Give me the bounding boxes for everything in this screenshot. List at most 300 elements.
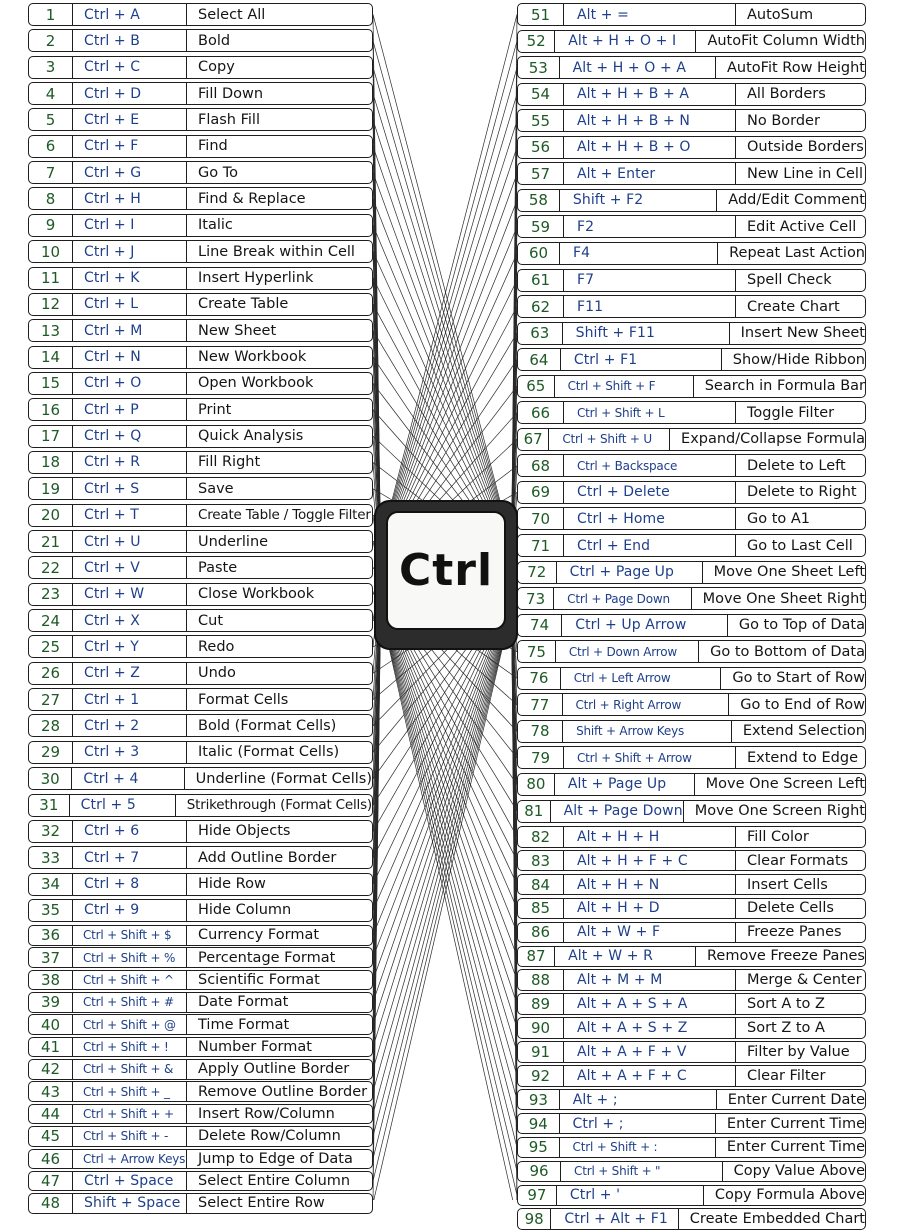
shortcut-keys: Ctrl + P [73,399,187,420]
shortcut-number: 76 [518,668,561,689]
shortcut-row [517,162,866,185]
shortcut-keys: Shift + F11 [563,323,730,344]
shortcut-action: Scientific Format [198,971,320,988]
shortcut-number: 98 [518,1209,551,1229]
shortcut-keys: F2 [564,216,736,237]
shortcut-keys: Ctrl + V [73,557,187,578]
shortcut-keys: F4 [560,243,718,264]
shortcut-action: Spell Check [747,272,832,288]
ctrl-keycap [386,511,506,630]
shortcut-number: 31 [29,795,70,816]
shortcut-keys: Ctrl + Shift + ! [73,1038,187,1057]
shortcut-number: 58 [518,190,560,211]
shortcut-action: Move One Sheet Left [713,564,865,581]
shortcut-keys: Ctrl + Z [73,663,187,684]
shortcut-action: Create Table / Toggle Filter [198,507,371,524]
shortcut-action: Go To [198,164,238,181]
shortcut-row [517,969,866,991]
shortcut-number: 11 [29,268,73,289]
shortcut-row [517,1089,866,1111]
shortcut-keys: Ctrl + G [73,162,187,183]
shortcut-row [517,295,866,318]
shortcut-keys: Ctrl + Left Arrow [561,668,722,689]
shortcut-action: Go to Start of Row [732,670,865,687]
shortcut-action: Jump to Edge of Data [198,1150,353,1167]
shortcut-number: 89 [518,994,564,1014]
shortcut-number: 51 [518,4,564,25]
shortcut-action: Close Workbook [198,586,315,603]
shortcut-keys: Ctrl + Alt + F1 [551,1209,678,1229]
shortcut-keys: Ctrl + U [73,531,187,552]
shortcut-keys: Ctrl + J [73,241,187,262]
shortcut-action: Select Entire Column [198,1173,351,1190]
shortcut-number: 69 [518,482,564,503]
shortcut-row [517,3,866,26]
shortcut-action: Create Embedded Chart [689,1211,865,1228]
shortcut-action: Fill Color [747,828,809,845]
shortcut-keys: Alt + W + R [555,947,696,967]
shortcut-row [517,667,866,690]
shortcut-row [517,614,866,637]
shortcut-keys: Ctrl + H [73,188,187,209]
shortcut-action: Clear Formats [747,852,849,869]
shortcut-number: 32 [29,821,73,842]
shortcut-keys: Ctrl + Shift + % [73,948,187,967]
shortcut-keys: Ctrl + D [73,83,187,104]
shortcut-number: 87 [518,947,555,967]
shortcut-number: 9 [29,215,73,236]
shortcut-row [517,1065,866,1087]
shortcut-row [517,56,866,79]
shortcut-row [517,1137,866,1159]
shortcut-keys: Ctrl + Down Arrow [556,641,699,662]
shortcut-row [517,30,866,53]
shortcut-number: 47 [29,1172,73,1191]
shortcut-action: All Borders [747,86,826,103]
shortcut-row [517,322,866,345]
shortcut-row [517,1208,866,1230]
shortcut-number: 15 [29,373,73,394]
shortcut-action: Search in Formula Bar [704,378,865,395]
shortcut-row [517,136,866,159]
shortcut-row [517,428,866,451]
shortcut-keys: Ctrl + Shift + Arrow [564,747,736,768]
shortcut-action: Undo [198,665,236,682]
shortcut-action: New Sheet [198,322,277,339]
shortcut-number: 30 [29,768,72,789]
shortcut-number: 65 [518,376,555,397]
shortcut-action: Enter Current Time [726,1139,865,1156]
shortcut-number: 66 [518,402,564,423]
shortcut-number: 84 [518,875,564,895]
shortcut-action: New Workbook [198,349,307,366]
shortcut-number: 25 [29,636,73,657]
shortcut-number: 60 [518,243,560,264]
shortcut-action: Expand/Collapse Formula [681,431,865,448]
shortcut-keys: Ctrl + Backspace [564,455,736,476]
shortcut-keys: Ctrl + Page Up [557,562,703,583]
shortcut-action: Filter by Value [747,1043,850,1060]
shortcut-number: 41 [29,1038,73,1057]
shortcut-number: 52 [518,31,555,52]
shortcut-number: 62 [518,296,564,317]
shortcut-keys: Ctrl + Shift + ^ [73,971,187,990]
shortcut-action: AutoFit Column Width [707,33,865,50]
shortcut-row [517,874,866,896]
shortcut-row [517,242,866,265]
shortcut-row [517,534,866,557]
shortcut-number: 77 [518,694,563,715]
shortcut-keys: Ctrl + W [73,584,187,605]
shortcut-number: 10 [29,241,73,262]
shortcut-number: 44 [29,1105,73,1124]
shortcut-keys: Ctrl + T [73,505,187,526]
shortcut-keys: Alt + H + B + O [564,137,736,158]
shortcut-row [517,189,866,212]
shortcut-number: 14 [29,347,73,368]
shortcut-action: Go to Top of Data [738,617,865,634]
shortcut-keys: Ctrl + Shift + # [73,993,187,1012]
shortcut-keys: Ctrl + B [73,30,187,51]
shortcut-keys: Ctrl + 1 [73,689,187,710]
shortcut-keys: Ctrl + Space [73,1172,187,1191]
shortcut-number: 48 [29,1194,73,1213]
shortcut-number: 78 [518,721,563,742]
shortcut-number: 55 [518,110,564,131]
shortcut-number: 42 [29,1060,73,1079]
shortcut-action: Delete Row/Column [198,1128,341,1145]
shortcut-row [517,1017,866,1039]
shortcut-action: Strikethrough (Format Cells) [186,797,372,813]
shortcut-action: Bold [198,32,231,49]
shortcut-keys: Shift + Arrow Keys [563,721,732,742]
shortcut-number: 13 [29,320,73,341]
shortcut-number: 34 [29,874,73,895]
shortcut-action: Outside Borders [747,139,864,156]
shortcut-action: Bold (Format Cells) [198,717,337,734]
shortcut-number: 95 [518,1138,560,1158]
shortcut-keys: Alt + M + M [564,970,736,990]
shortcut-keys: Alt + A + S + A [564,994,736,1014]
shortcut-keys: Ctrl + Arrow Keys [73,1150,187,1169]
ctrl-key-label: Ctrl [398,545,494,596]
shortcut-action: Move One Screen Left [705,776,865,793]
shortcut-keys: Ctrl + F [73,136,187,157]
shortcut-action: Remove Outline Border [198,1083,368,1100]
shortcut-action: Repeat Last Action [729,245,865,262]
shortcut-row [517,269,866,292]
shortcut-number: 20 [29,505,73,526]
shortcut-number: 19 [29,478,73,499]
shortcut-action: Flash Fill [198,111,260,128]
shortcut-row [517,720,866,743]
shortcut-keys: F11 [564,296,736,317]
shortcut-keys: Ctrl + 8 [73,874,187,895]
shortcut-keys: Ctrl + L [73,294,187,315]
shortcut-keys: Ctrl + Shift + L [564,402,736,423]
shortcut-row [517,1185,866,1207]
shortcut-row [517,922,866,944]
shortcut-keys: Ctrl + Up Arrow [562,615,728,636]
shortcut-keys: Alt + Enter [564,163,736,184]
shortcut-keys: Ctrl + O [73,373,187,394]
shortcut-number: 12 [29,294,73,315]
shortcut-number: 70 [518,508,564,529]
shortcut-number: 94 [518,1114,560,1134]
shortcut-action: Delete to Right [747,484,857,501]
shortcut-action: Italic [198,217,233,234]
shortcut-action: Copy [198,59,235,76]
shortcut-keys: Ctrl + X [73,610,187,631]
shortcut-action: Time Format [198,1016,290,1033]
shortcut-keys: Alt + W + F [564,923,736,943]
shortcut-row [517,800,866,823]
shortcut-action: Redo [198,638,235,655]
shortcut-number: 64 [518,349,561,370]
shortcut-keys: Alt + A + S + Z [564,1018,736,1038]
shortcut-keys: Ctrl + Shift + + [73,1105,187,1124]
shortcut-number: 93 [518,1090,560,1110]
shortcut-keys: Shift + Space [73,1194,187,1213]
shortcut-number: 1 [29,4,73,25]
shortcut-action: Edit Active Cell [747,218,857,235]
shortcut-row [517,746,866,769]
shortcut-number: 63 [518,323,563,344]
shortcut-keys: Alt + H + O + I [555,31,696,52]
shortcut-action: Apply Outline Border [198,1061,350,1078]
shortcut-keys: Ctrl + A [73,4,187,25]
shortcut-action: Hide Row [198,876,266,893]
shortcut-row [517,401,866,424]
shortcut-action: Go to Last Cell [747,537,853,554]
shortcut-action: Delete to Left [747,457,846,474]
shortcut-action: Show/Hide Ribbon [732,351,865,368]
shortcut-number: 28 [29,715,73,736]
shortcut-number: 21 [29,531,73,552]
shortcut-row [517,898,866,920]
shortcut-action: Save [198,480,234,497]
shortcut-number: 61 [518,270,564,291]
shortcut-row [517,1161,866,1183]
shortcut-row [517,375,866,398]
shortcut-action: Number Format [198,1039,312,1055]
shortcut-action: Go to End of Row [740,696,865,713]
shortcut-row [517,587,866,610]
shortcut-action: Currency Format [198,927,320,944]
shortcut-row [517,993,866,1015]
shortcut-number: 7 [29,162,73,183]
shortcut-number: 85 [518,899,564,919]
shortcut-number: 57 [518,163,564,184]
shortcut-number: 68 [518,455,564,476]
shortcut-row [517,693,866,716]
shortcut-action: Quick Analysis [198,428,304,445]
shortcut-number: 90 [518,1018,564,1038]
shortcut-keys: Ctrl + 7 [73,847,187,868]
shortcut-number: 81 [518,801,551,822]
shortcut-action: Select All [198,6,266,23]
shortcut-number: 73 [518,588,554,609]
shortcut-keys: Ctrl + K [73,268,187,289]
shortcut-keys: Ctrl + 5 [70,795,176,816]
shortcut-keys: Alt + H + B + N [564,110,736,131]
shortcut-number: 83 [518,851,564,871]
shortcut-action: Remove Freeze Panes [706,948,865,965]
shortcut-action: Move One Sheet Right [702,590,865,607]
shortcut-keys: Ctrl + Shift + F [555,376,694,397]
shortcut-action: Find [198,138,228,155]
shortcut-action: Fill Right [198,454,261,471]
shortcut-action: Cut [198,612,223,629]
shortcut-number: 53 [518,57,560,78]
shortcut-row [517,640,866,663]
shortcut-action: Sort Z to A [747,1019,825,1036]
shortcut-keys: Ctrl + ; [560,1114,716,1134]
shortcut-number: 43 [29,1082,73,1101]
shortcut-action: Extend to Edge [747,749,859,766]
shortcut-keys: Ctrl + 4 [72,768,184,789]
shortcut-action: Percentage Format [198,949,336,966]
shortcut-number: 74 [518,615,562,636]
shortcut-action: Paste [198,559,238,576]
shortcut-action: Insert Hyperlink [198,270,314,286]
shortcut-action: Copy Value Above [733,1163,865,1180]
shortcut-number: 17 [29,426,73,447]
shortcut-row [517,348,866,371]
shortcut-action: No Border [747,112,820,129]
shortcut-keys: Ctrl + End [564,535,736,556]
shortcut-number: 97 [518,1186,557,1206]
shortcut-action: Move One Screen Right [694,803,865,819]
shortcut-number: 59 [518,216,564,237]
shortcut-keys: Ctrl + I [73,215,187,236]
shortcut-keys: Alt + H + O + A [560,57,716,78]
shortcut-number: 22 [29,557,73,578]
shortcut-row [517,83,866,106]
shortcut-action: Date Format [198,994,289,1011]
shortcut-action: New Line in Cell [747,165,863,182]
shortcut-row [517,109,866,132]
shortcut-row [517,215,866,238]
shortcut-number: 5 [29,109,73,130]
shortcut-row [517,773,866,796]
shortcut-keys: Alt + = [564,4,736,25]
shortcut-keys: Ctrl + 6 [73,821,187,842]
shortcut-keys: Ctrl + S [73,478,187,499]
shortcut-number: 29 [29,742,73,763]
shortcut-keys: Alt + H + F + C [564,851,736,871]
shortcut-number: 82 [518,827,564,847]
shortcut-row [517,507,866,530]
shortcut-keys: Ctrl + 3 [73,742,187,763]
shortcut-keys: Alt + A + F + V [564,1042,736,1062]
shortcut-number: 16 [29,399,73,420]
shortcut-keys: Ctrl + Shift + U [549,429,670,450]
shortcut-action: Enter Current Date [727,1091,865,1108]
shortcut-keys: Ctrl + Shift + _ [73,1082,187,1101]
shortcut-number: 92 [518,1066,564,1086]
shortcut-number: 71 [518,535,564,556]
shortcut-action: Clear Filter [747,1067,826,1084]
shortcut-number: 23 [29,584,73,605]
shortcut-row [517,946,866,968]
shortcut-number: 37 [29,948,73,967]
shortcut-keys: Alt + H + N [564,875,736,895]
shortcut-action: Line Break within Cell [198,243,355,260]
shortcut-keys: Alt + Page Down [551,801,684,822]
shortcut-number: 56 [518,137,564,158]
shortcut-number: 91 [518,1042,564,1062]
shortcut-number: 75 [518,641,556,662]
shortcut-action: Extend Selection [742,723,865,740]
shortcut-action: Delete Cells [747,900,834,917]
shortcut-action: Copy Formula Above [714,1187,865,1204]
shortcut-number: 46 [29,1150,73,1169]
shortcut-action: Fill Down [198,85,264,102]
shortcut-keys: Ctrl + R [73,452,187,473]
shortcut-keys: Ctrl + C [73,57,187,78]
shortcut-action: Insert Row/Column [198,1106,335,1123]
shortcut-keys: Ctrl + Shift + $ [73,926,187,945]
shortcut-action: Find & Replace [198,190,306,207]
shortcut-keys: Ctrl + F1 [561,349,722,370]
shortcut-keys: Ctrl + Home [564,508,736,529]
shortcut-keys: Alt + Page Up [555,774,695,795]
shortcut-action: Hide Objects [198,823,291,840]
shortcut-row [517,850,866,872]
shortcut-row [517,481,866,504]
shortcut-action: Toggle Filter [747,404,835,421]
shortcut-action: AutoFit Row Height [727,59,865,76]
shortcut-action: Merge & Center [747,972,862,989]
shortcut-number: 24 [29,610,73,631]
shortcut-row [517,1041,866,1063]
shortcut-number: 39 [29,993,73,1012]
shortcut-number: 45 [29,1127,73,1146]
shortcut-keys: F7 [564,270,736,291]
shortcut-action: Underline (Format Cells) [195,770,372,787]
shortcut-number: 6 [29,136,73,157]
shortcut-action: Create Table [198,296,289,313]
shortcut-action: Enter Current Time [726,1115,865,1132]
shortcut-keys: Ctrl + 9 [73,900,187,921]
shortcut-action: AutoSum [747,6,814,23]
shortcut-keys: Shift + F2 [560,190,717,211]
shortcut-action: Create Chart [747,298,840,315]
shortcut-row [517,826,866,848]
shortcut-number: 80 [518,774,555,795]
shortcut-action: Open Workbook [198,375,314,392]
shortcut-action: Insert New Sheet [740,325,865,342]
shortcut-keys: Ctrl + Right Arrow [563,694,730,715]
shortcut-action: Print [198,401,232,418]
shortcut-keys: Ctrl + Page Down [554,588,691,609]
shortcut-keys: Ctrl + Shift + & [73,1060,187,1079]
shortcut-action: Select Entire Row [198,1195,325,1212]
shortcut-keys: Alt + H + B + A [564,84,736,105]
shortcut-number: 3 [29,57,73,78]
shortcut-number: 36 [29,926,73,945]
shortcut-action: Freeze Panes [747,924,842,941]
shortcut-number: 38 [29,971,73,990]
shortcut-number: 67 [518,429,549,450]
shortcut-keys: Ctrl + Delete [564,482,736,503]
shortcut-action: Insert Cells [747,876,828,893]
shortcut-number: 8 [29,188,73,209]
shortcut-action: Go to Bottom of Data [710,643,865,660]
shortcut-action: Sort A to Z [747,996,825,1013]
shortcut-keys: Alt + A + F + C [564,1066,736,1086]
